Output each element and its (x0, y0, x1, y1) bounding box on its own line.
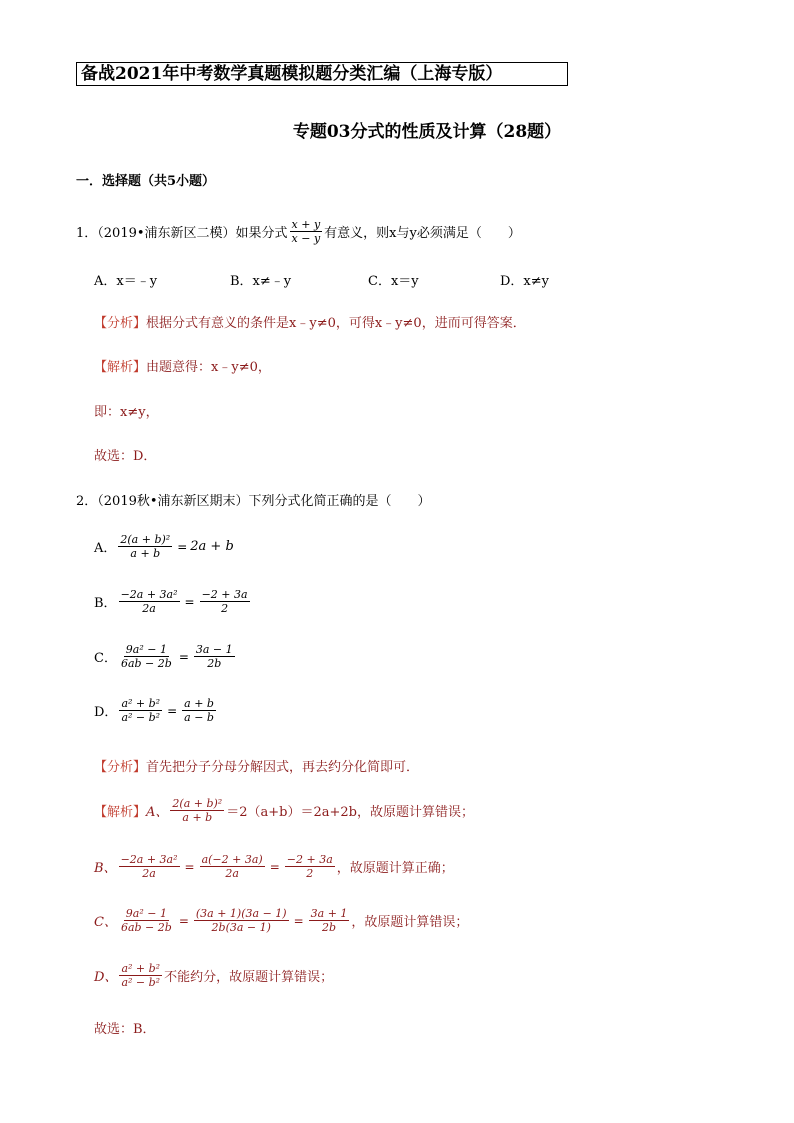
frac-den: 2 (221, 602, 229, 615)
frac-num: a² + b² (121, 697, 161, 710)
result-text: ，故原题计算错误； (351, 915, 469, 930)
frac-num: −2a + 3a² (120, 588, 178, 601)
frac-den: 2 (306, 867, 314, 880)
q1-step2: 即：x≠y， (94, 405, 159, 420)
q1-suffix: 有意义，则x与y必须满足（ ） (324, 226, 521, 241)
frac-den: 6ab − 2b (120, 921, 172, 934)
q1-option-d: D．x≠y (500, 274, 549, 289)
equals-sign: = (184, 594, 195, 609)
case-label: A、 (146, 805, 169, 820)
frac-num: 2(a + b)² (120, 533, 171, 546)
analysis-text: 根据分式有意义的条件是x﹣y≠0，可得x﹣y≠0，进而可得答案． (146, 316, 526, 331)
case-label: B、 (94, 861, 117, 876)
fraction (200, 588, 250, 615)
analysis-text: 首先把分子分母分解因式，再去约分化简即可． (146, 760, 420, 775)
fraction (118, 533, 172, 560)
analysis-tag: 【分析】 (94, 316, 147, 331)
frac-num: −2 + 3a (201, 588, 248, 601)
fraction (194, 907, 289, 934)
page-title: 专题03分式的性质及计算（28题） (292, 122, 562, 142)
q2-answer: 故选：B． (94, 1022, 156, 1037)
frac-num: 3a + 1 (310, 907, 348, 920)
equals-sign: = (184, 859, 195, 874)
frac-den: 2a (142, 867, 156, 880)
frac-den: a − b (184, 711, 214, 724)
frac-num: 9a² − 1 (125, 643, 167, 656)
q1-frac-num: x + y (291, 218, 321, 231)
frac-den: a² − b² (121, 711, 161, 724)
q2-analysis (94, 758, 419, 778)
frac-den: a + b (182, 811, 213, 824)
q1-option-b: B．x≠﹣y (230, 274, 292, 289)
frac-den: 2a (225, 867, 239, 880)
frac-den: 2b(3a − 1) (211, 921, 271, 934)
frac-num: −2 + 3a (286, 853, 333, 866)
fraction (119, 907, 174, 934)
fraction (200, 853, 265, 880)
equals-sign: = (167, 703, 178, 718)
rhs: 2a + b (190, 539, 234, 554)
fraction (119, 643, 174, 670)
q2-solution-c (94, 907, 468, 934)
result-text: ＝2（a+b）＝2a+2b，故原题计算错误； (226, 805, 474, 820)
q2-solution-b (94, 853, 454, 880)
equals-sign: = (269, 859, 280, 874)
question-2-stem: 2．（2019秋•浦东新区期末）下列分式化简正确的是（ ） (76, 494, 431, 509)
fraction (119, 853, 180, 880)
q1-fraction (290, 218, 323, 245)
solution-tag: 【解析】 (94, 805, 147, 820)
option-label: D． (94, 705, 118, 720)
series-banner: 备战2021年中考数学真题模拟题分类汇编（上海专版） (76, 62, 568, 86)
question-1-stem (76, 218, 521, 245)
frac-num: a² + b² (121, 962, 161, 975)
fraction (194, 643, 235, 670)
frac-den: 2b (322, 921, 337, 934)
fraction (285, 853, 335, 880)
q1-option-c: C．x＝y (368, 274, 419, 289)
fraction (119, 588, 180, 615)
frac-num: 2(a + b)² (172, 797, 223, 810)
equals-sign: = (178, 649, 189, 664)
fraction (182, 697, 216, 724)
q1-prefix: 1．（2019•浦东新区二模）如果分式 (76, 226, 288, 241)
case-label: C、 (94, 915, 117, 930)
frac-num: 3a − 1 (195, 643, 233, 656)
frac-num: −2a + 3a² (120, 853, 178, 866)
frac-den: a² − b² (121, 976, 161, 989)
q2-solution-a (94, 797, 474, 824)
solution-text: 由题意得：x﹣y≠0， (146, 360, 271, 375)
section-heading: 一．选择题（共5小题） (76, 174, 216, 189)
frac-den: a + b (130, 547, 161, 560)
frac-den: 6ab − 2b (120, 657, 172, 670)
q1-solution (94, 358, 271, 378)
analysis-tag: 【分析】 (94, 760, 147, 775)
q1-frac-den: x − y (291, 232, 321, 245)
option-label: C． (94, 651, 117, 666)
fraction (170, 797, 224, 824)
option-label: A． (94, 541, 117, 556)
equals-sign: = (178, 913, 189, 928)
frac-den: 2b (207, 657, 222, 670)
frac-num: 9a² − 1 (125, 907, 167, 920)
frac-num: (3a + 1)(3a − 1) (195, 907, 287, 920)
frac-num: a + b (184, 697, 214, 710)
option-label: B． (94, 596, 117, 611)
equals-sign: = (293, 913, 304, 928)
result-text: ，故原题计算正确； (336, 861, 454, 876)
frac-num: a(−2 + 3a) (201, 853, 263, 866)
q1-option-a: A．x＝﹣y (94, 274, 158, 289)
fraction (119, 697, 162, 724)
q1-answer: 故选：D． (94, 449, 157, 464)
frac-den: 2a (142, 602, 156, 615)
q2-solution-d (94, 962, 333, 989)
q2-option-c (94, 643, 237, 670)
fraction (309, 907, 350, 934)
q2-option-d (94, 697, 218, 724)
q2-option-b (94, 588, 252, 615)
q2-option-a (94, 533, 234, 560)
q1-analysis (94, 314, 526, 334)
case-label: D、 (94, 970, 118, 985)
equals-sign: = (177, 539, 188, 554)
fraction (119, 962, 162, 989)
solution-tag: 【解析】 (94, 360, 147, 375)
result-text: 不能约分，故原题计算错误； (164, 970, 334, 985)
